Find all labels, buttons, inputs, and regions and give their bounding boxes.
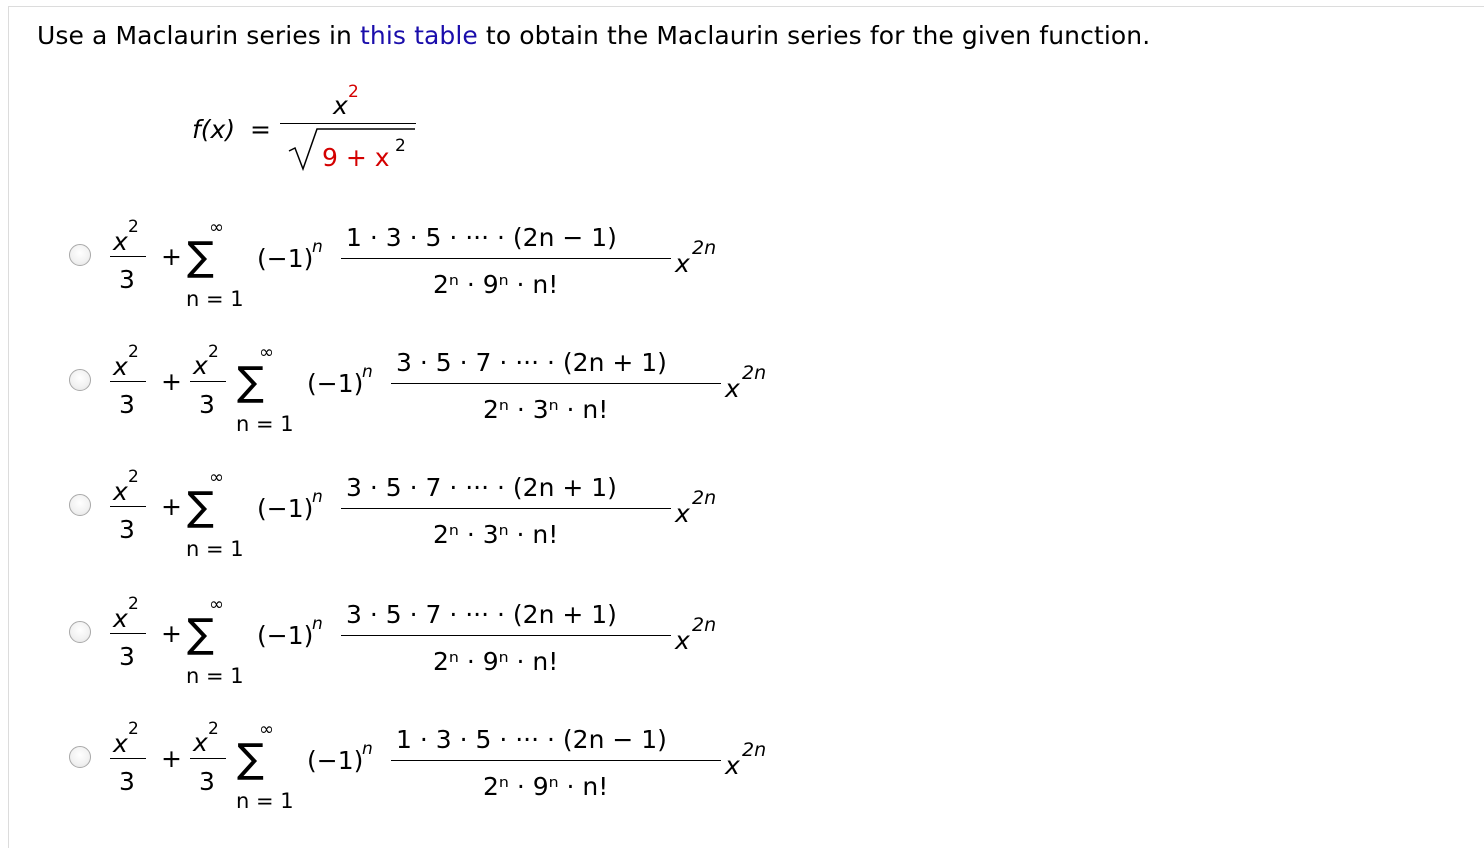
- coeff-denominator: 3: [199, 767, 215, 796]
- series-numerator: 3 · 5 · 7 · ··· · (2n + 1): [346, 600, 617, 629]
- coeff-numerator: x: [193, 351, 208, 380]
- coeff-exponent: 2: [208, 342, 219, 362]
- sum-lower-limit: n = 1: [186, 664, 244, 688]
- sign-exponent: n: [362, 362, 373, 382]
- sum-upper-limit: ∞: [209, 594, 224, 615]
- series-fraction-bar: [391, 383, 721, 384]
- x-exponent: 2n: [692, 237, 717, 259]
- lead-fraction-bar: [110, 506, 146, 507]
- lead-term: x: [113, 604, 128, 633]
- sum-lower-limit: n = 1: [236, 789, 294, 813]
- x-term: x: [675, 626, 690, 655]
- lead-term: x: [113, 729, 128, 758]
- lead-denominator: 3: [119, 265, 135, 294]
- lead-fraction-bar: [110, 381, 146, 382]
- sign-term: (−1): [307, 746, 364, 775]
- lead-denominator: 3: [119, 767, 135, 796]
- lead-denominator: 3: [119, 515, 135, 544]
- question-text: [37, 21, 1150, 50]
- series-numerator: 1 · 3 · 5 · ··· · (2n − 1): [346, 223, 617, 252]
- series-denominator: 2ⁿ · 9ⁿ · n!: [433, 270, 559, 299]
- series-fraction-bar: [341, 508, 671, 509]
- series-numerator: 3 · 5 · 7 · ··· · (2n + 1): [346, 473, 617, 502]
- plus-sign: +: [161, 242, 182, 271]
- series-denominator: 2ⁿ · 9ⁿ · n!: [483, 772, 609, 801]
- sign-exponent: n: [312, 614, 323, 634]
- sum-lower-limit: n = 1: [186, 287, 244, 311]
- plus-sign: +: [161, 367, 182, 396]
- option-1-radio[interactable]: [69, 244, 91, 266]
- sigma-icon: ∑: [187, 611, 214, 657]
- series-denominator: 2ⁿ · 3ⁿ · n!: [433, 520, 559, 549]
- function-radicand: [322, 145, 390, 170]
- function-numerator-exponent: 2: [348, 82, 359, 102]
- series-denominator: 2ⁿ · 9ⁿ · n!: [433, 647, 559, 676]
- equals-sign: =: [250, 115, 271, 144]
- sigma-icon: ∑: [187, 234, 214, 280]
- plus-sign: +: [161, 744, 182, 773]
- sign-exponent: n: [312, 237, 323, 257]
- function-lhs: f(x): [192, 115, 236, 144]
- option-2-radio[interactable]: [69, 369, 91, 391]
- series-denominator: 2ⁿ · 3ⁿ · n!: [483, 395, 609, 424]
- sign-term: (−1): [257, 244, 314, 273]
- sign-term: (−1): [257, 494, 314, 523]
- radicand-constant: 9 + x: [322, 143, 390, 172]
- lead-exponent: 2: [128, 342, 139, 362]
- lead-exponent: 2: [128, 217, 139, 237]
- sum-upper-limit: ∞: [259, 342, 274, 363]
- plus-sign: +: [161, 619, 182, 648]
- lead-fraction-bar: [110, 633, 146, 634]
- lead-denominator: 3: [119, 642, 135, 671]
- function-numerator-base: x: [333, 91, 348, 120]
- x-term: x: [725, 374, 740, 403]
- option-5-radio[interactable]: [69, 746, 91, 768]
- sum-lower-limit: n = 1: [236, 412, 294, 436]
- sum-lower-limit: n = 1: [186, 537, 244, 561]
- x-exponent: 2n: [742, 739, 767, 761]
- x-exponent: 2n: [692, 614, 717, 636]
- lead-term: x: [113, 227, 128, 256]
- sigma-icon: ∑: [187, 484, 214, 530]
- sign-term: (−1): [257, 621, 314, 650]
- option-3-radio[interactable]: [69, 494, 91, 516]
- sum-upper-limit: ∞: [209, 217, 224, 238]
- sign-exponent: n: [362, 739, 373, 759]
- function-fraction-bar: [280, 123, 416, 124]
- coeff-denominator: 3: [199, 390, 215, 419]
- sigma-icon: ∑: [237, 736, 264, 782]
- lead-exponent: 2: [128, 594, 139, 614]
- x-term: x: [725, 751, 740, 780]
- series-fraction-bar: [341, 635, 671, 636]
- coeff-fraction-bar: [190, 758, 226, 759]
- lead-term: x: [113, 477, 128, 506]
- table-link[interactable]: this table: [360, 21, 478, 50]
- coeff-fraction-bar: [190, 381, 226, 382]
- lead-fraction-bar: [110, 758, 146, 759]
- question-text-before: Use a Maclaurin series in: [37, 21, 360, 50]
- series-numerator: 1 · 3 · 5 · ··· · (2n − 1): [396, 725, 667, 754]
- question-text-after: to obtain the Maclaurin series for the given function.: [477, 21, 1151, 50]
- sum-upper-limit: ∞: [259, 719, 274, 740]
- coeff-exponent: 2: [208, 719, 219, 739]
- radicand-exponent: 2: [395, 136, 406, 156]
- lead-exponent: 2: [128, 467, 139, 487]
- series-fraction-bar: [341, 258, 671, 259]
- x-term: x: [675, 249, 690, 278]
- sign-exponent: n: [312, 487, 323, 507]
- sign-term: (−1): [307, 369, 364, 398]
- series-numerator: 3 · 5 · 7 · ··· · (2n + 1): [396, 348, 667, 377]
- plus-sign: +: [161, 492, 182, 521]
- sum-upper-limit: ∞: [209, 467, 224, 488]
- x-term: x: [675, 499, 690, 528]
- lead-denominator: 3: [119, 390, 135, 419]
- lead-term: x: [113, 352, 128, 381]
- x-exponent: 2n: [742, 362, 767, 384]
- lead-exponent: 2: [128, 719, 139, 739]
- series-fraction-bar: [391, 760, 721, 761]
- option-4-radio[interactable]: [69, 621, 91, 643]
- x-exponent: 2n: [692, 487, 717, 509]
- coeff-numerator: x: [193, 728, 208, 757]
- lead-fraction-bar: [110, 256, 146, 257]
- sigma-icon: ∑: [237, 359, 264, 405]
